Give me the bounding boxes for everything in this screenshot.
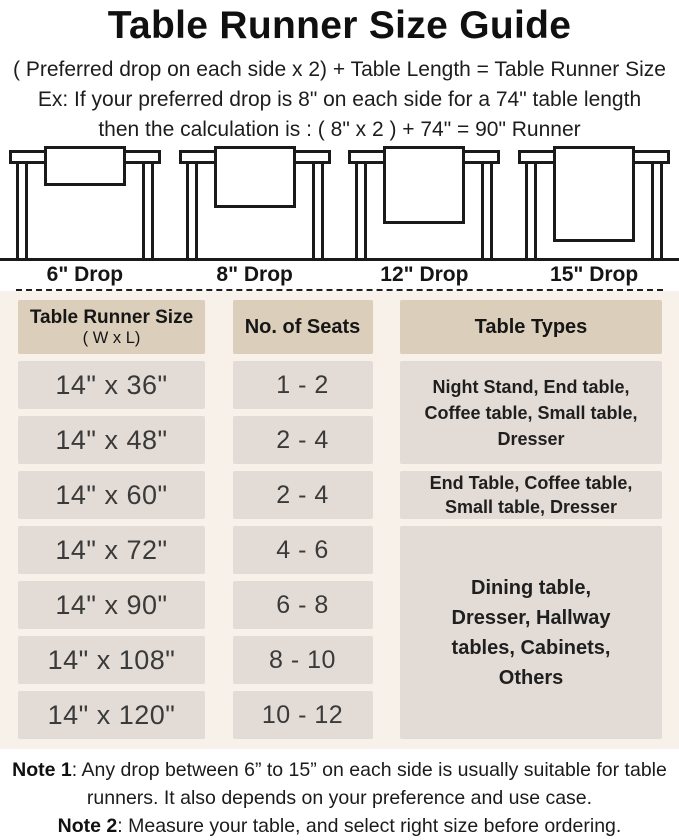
- drop-labels: [0, 261, 679, 288]
- table-leg-icon: [186, 162, 198, 258]
- runner-icon: [553, 146, 635, 242]
- column-header-size-subtitle: ( W x L): [82, 328, 141, 347]
- column-header-seats: No. of Seats: [233, 300, 373, 354]
- table-leg-icon: [312, 162, 324, 258]
- table-leg-icon: [16, 162, 28, 258]
- drop-label: 6" Drop: [46, 262, 124, 286]
- table-leg-icon: [355, 162, 367, 258]
- table-row-seats: 8 - 10: [233, 636, 373, 684]
- size-guide-table: [0, 291, 679, 749]
- table-leg-icon: [142, 162, 154, 258]
- table-types-cell: [400, 361, 662, 464]
- table-row-size: 14" x 36": [18, 361, 205, 409]
- note-1: [6, 756, 673, 812]
- table-leg-icon: [481, 162, 493, 258]
- column-header-size: [18, 300, 205, 354]
- table-row-seats: 4 - 6: [233, 526, 373, 574]
- column-header-types: Table Types: [400, 300, 662, 354]
- table-types-text: Dining table, Dresser, Hallway tables, Cabinets, Others: [451, 576, 611, 689]
- table-row-size: 14" x 72": [18, 526, 205, 574]
- header-block: [0, 0, 679, 145]
- table-types-cell: [400, 526, 662, 739]
- table-types-text: Night Stand, End table, Coffee table, Small table, Dresser: [424, 376, 638, 449]
- note-1-text: : Any drop between 6” to 15” on each side is usually suitable for table runners. It also depends on your preference and use case.: [71, 759, 667, 809]
- formula-text: ( Preferred drop on each side x 2) + Table Length = Table Runner Size: [13, 58, 666, 81]
- drop-illustration-8: [170, 146, 340, 258]
- drop-illustration-12: [340, 146, 510, 258]
- example-line-1: Ex: If your preferred drop is 8" on each side for a 74" table length: [37, 88, 642, 111]
- table-types-text: End Table, Coffee table, Small table, Dresser: [429, 473, 633, 517]
- table-row-seats: 6 - 8: [233, 581, 373, 629]
- drop-illustrations: [0, 146, 679, 258]
- drop-illustration-6: [0, 146, 170, 258]
- runner-icon: [214, 146, 296, 208]
- table-with-runner-icon: [9, 146, 161, 258]
- drop-label: 12" Drop: [380, 262, 469, 286]
- note-2: [6, 812, 673, 840]
- note-2-text: : Measure your table, and select right size before ordering.: [117, 815, 622, 837]
- runner-icon: [383, 146, 465, 224]
- table-row-seats: 10 - 12: [233, 691, 373, 739]
- note-2-label: Note 2: [57, 815, 118, 837]
- drop-label: 8" Drop: [216, 262, 293, 286]
- table-row-seats: 2 - 4: [233, 416, 373, 464]
- table-row-size: 14" x 90": [18, 581, 205, 629]
- drop-illustration-15: [509, 146, 679, 258]
- table-row-seats: 1 - 2: [233, 361, 373, 409]
- example-line-2: then the calculation is : ( 8" x 2 ) + 74" = 90" Runner: [98, 118, 581, 141]
- table-with-runner-icon: [348, 146, 500, 258]
- page-title: Table Runner Size Guide: [107, 4, 572, 47]
- table-types-cell: [400, 471, 662, 519]
- table-with-runner-icon: [179, 146, 331, 258]
- table-row-size: 14" x 120": [18, 691, 205, 739]
- drop-label: 15" Drop: [550, 262, 639, 286]
- table-row-seats: 2 - 4: [233, 471, 373, 519]
- table-row-size: 14" x 48": [18, 416, 205, 464]
- runner-icon: [44, 146, 126, 186]
- table-row-size: 14" x 108": [18, 636, 205, 684]
- column-header-size-title: Table Runner Size: [29, 306, 194, 328]
- table-leg-icon: [651, 162, 663, 258]
- table-with-runner-icon: [518, 146, 670, 258]
- note-1-label: Note 1: [12, 759, 72, 781]
- table-row-size: 14" x 60": [18, 471, 205, 519]
- notes: [0, 749, 679, 840]
- table-leg-icon: [525, 162, 537, 258]
